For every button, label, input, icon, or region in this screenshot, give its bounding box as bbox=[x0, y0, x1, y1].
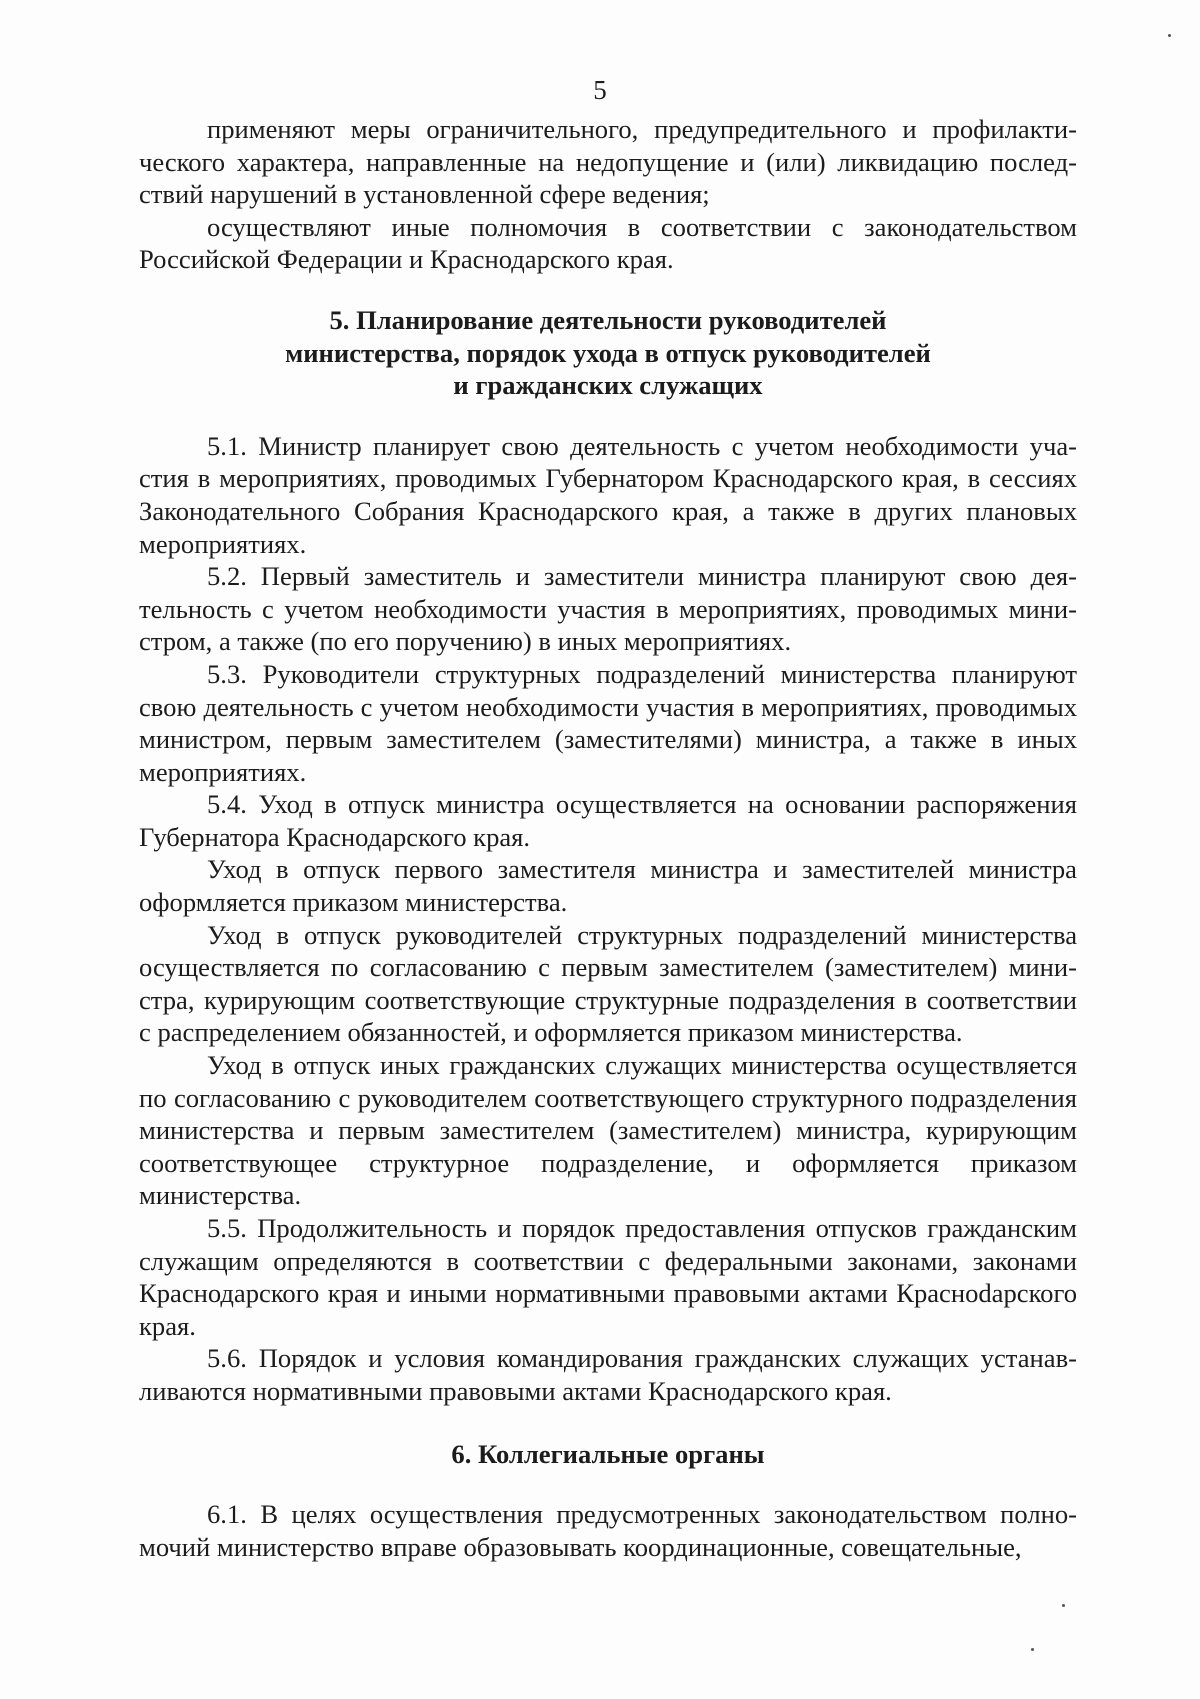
paragraph-5-4-deputies: Уход в отпуск первого заместителя министра и заместителей министра оформляется приказом министерства. bbox=[139, 854, 1077, 918]
paragraph-5-1: 5.1. Министр планирует свою деятельность с учетом необходимости участия в мероприятиях, проводимых Губернатором Краснодарского края, в сессиях Законодательного Собрания Краснодарского края, а также в других плановых мероприятиях. bbox=[139, 430, 1077, 559]
paragraph-6-1: 6.1. В целях осуществления предусмотренных законодательством полномочий министерство вправе образовывать координационные, совещательные, bbox=[139, 1499, 1077, 1562]
intro-paragraph: осуществляют иные полномочия в соответствии с законодательством Российской Федерации и Краснодарского края. bbox=[139, 211, 1077, 275]
paragraph-5-6: 5.6. Порядок и условия командирования гражданских служащих устанавливаются нормативными правовыми актами Краснодарского края. bbox=[139, 1343, 1077, 1406]
scan-speck bbox=[1062, 1604, 1065, 1607]
section-5-heading-line: министерства, порядок ухода в отпуск руководителей bbox=[285, 337, 931, 368]
paragraph-5-4-civil-servants: Уход в отпуск иных гражданских служащих министерства осуществляется по согласованию с руководителем соответствующего структурного подразделения министерства и первым заместителем (заместителем) министра, курирующим соответствующее структурное подразделение, и оформляется приказом министерства. bbox=[139, 1050, 1077, 1211]
paragraph-5-4-unit-heads: Уход в отпуск руководителей структурных подразделений министерства осуществляется по согласованию с первым заместителем (заместителем) министра, курирующим соответствующие структурные подразделения в соответствии с распределением обязанностей, и оформляется приказом министерства. bbox=[139, 919, 1077, 1048]
section-5-heading-line: 5. Планирование деятельности руководителей bbox=[329, 304, 887, 335]
paragraph-5-2: 5.2. Первый заместитель и заместители министра планируют свою деятельность с учетом необходимости участия в мероприятиях, проводимых министром, а также (по его поручению) в иных мероприятиях. bbox=[139, 561, 1077, 657]
section-6-heading: 6. Коллегиальные органы bbox=[451, 1438, 765, 1469]
paragraph-5-3: 5.3. Руководители структурных подразделений министерства планируют свою деятельность с учетом необходимости участия в мероприятиях, проводимых министром, первым заместителем (заместителями) министра, а также в иных мероприятиях. bbox=[139, 658, 1077, 787]
paragraph-5-4: 5.4. Уход в отпуск министра осуществляется на основании распоряжения Губернатора Краснодарского края. bbox=[139, 789, 1077, 852]
scan-speck bbox=[1168, 34, 1171, 37]
page-number: 5 bbox=[593, 75, 607, 105]
section-5-heading-line: и гражданских служащих bbox=[453, 370, 763, 401]
section-5-heading bbox=[139, 304, 1077, 402]
scan-speck bbox=[1031, 1648, 1034, 1651]
intro-paragraph: применяют меры ограничительного, предупредительного и профилактического характера, направленные на недопущение и (или) ликвидацию последствий нарушений в установленной сфере ведения; bbox=[139, 114, 1077, 210]
paragraph-5-5: 5.5. Продолжительность и порядок предоставления отпусков гражданским служащим определяются в соответствии с федеральными законами, законами Краснодарского края и иными нормативными правовыми актами Красноdарского края. bbox=[139, 1213, 1077, 1341]
page-body bbox=[139, 113, 1077, 1563]
